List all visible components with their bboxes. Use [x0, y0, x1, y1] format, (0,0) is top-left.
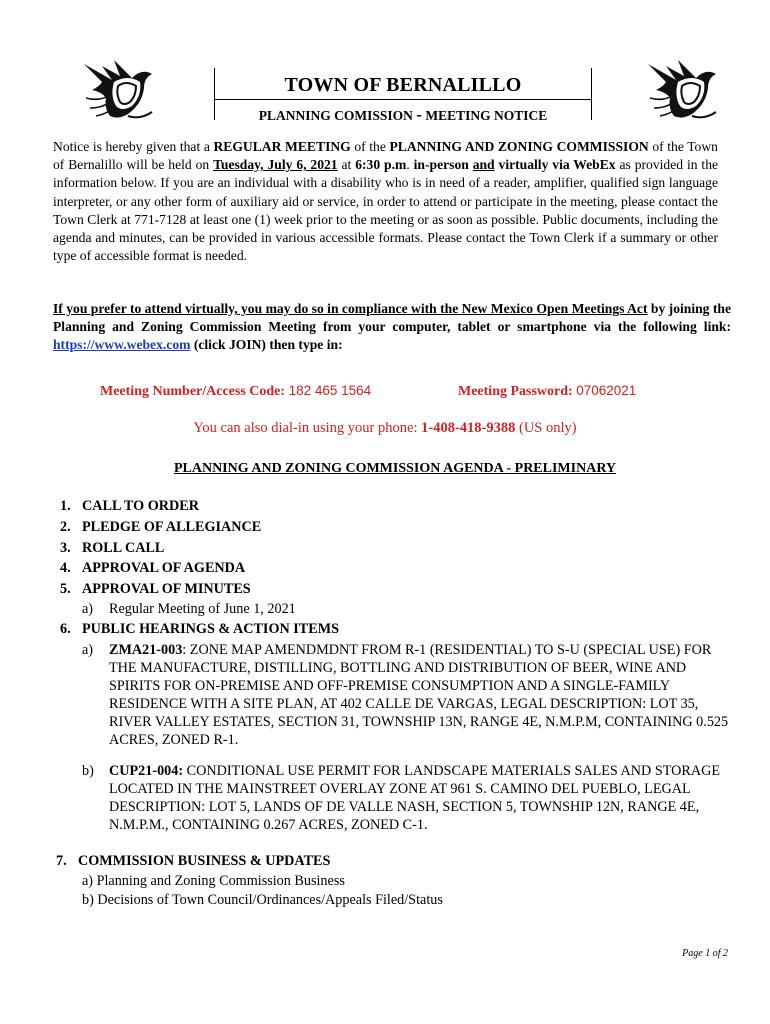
agenda-item-label: CALL TO ORDER [82, 498, 199, 514]
meeting-number-label: Meeting Number/Access Code: [100, 384, 286, 399]
agenda-item-label: APPROVAL OF MINUTES [82, 581, 251, 598]
town-seal-logo-right [646, 58, 720, 124]
agenda-item [60, 558, 740, 579]
virtual-underlined-text: If you prefer to attend virtually, you may do so in compliance with the New Mexico Open Meetings Act [53, 301, 648, 316]
intro-text-4: at [337, 157, 356, 173]
agenda-item-number: 1. [60, 498, 71, 514]
agenda-item-number: 4. [60, 560, 71, 577]
page-number: Page 1 of 2 [682, 948, 728, 959]
agenda-item-number: 6. [60, 620, 71, 637]
case-description: CONDITIONAL USE PERMIT FOR LANDSCAPE MATERIALS SALES AND STORAGE LOCATED IN THE MAINSTREET OVERLAY ZONE AT 961 S. CAMINO DEL PUEBLO, LEGAL DESCRIPTION: LOT 5, LANDS OF DE VALLE NASH, SECTION 5, TOWNSHIP 12N, RANGE 4E, N.M.P.M., CONTAINING 0.267 ACRES, ZONED C-1. [109, 762, 721, 833]
subitem-letter: a) [82, 641, 94, 658]
dial-in-suffix: (US only) [515, 420, 577, 436]
agenda-item [60, 517, 740, 538]
meeting-time: 6:30 p.m [355, 157, 407, 173]
agenda-item [60, 579, 740, 600]
intro-text-3: of the Town of Bernalillo will be held on [53, 139, 718, 173]
agenda-subitem [82, 762, 740, 834]
subitem-text: Regular Meeting of June 1, 2021 [109, 600, 296, 617]
intro-in-person: in-person [413, 157, 473, 173]
dial-in-line [0, 420, 770, 437]
subtitle-right: MEETING NOTICE [425, 108, 548, 123]
meeting-password-value: 07062021 [576, 383, 637, 398]
webex-link[interactable]: https://www.webex.com [53, 337, 191, 353]
intro-text-1: Notice is hereby given that a [53, 139, 214, 154]
meeting-date: Tuesday, July 6, 2021 [213, 157, 338, 173]
dial-in-text: You can also dial-in using your phone: [193, 420, 422, 436]
meeting-number-value: 182 465 1564 [288, 383, 372, 398]
intro-text-5: . [406, 157, 414, 173]
agenda-item-label: APPROVAL OF AGENDA [82, 560, 246, 577]
intro-commission: PLANNING AND ZONING COMMISSION [389, 139, 649, 154]
case-code: ZMA21-003 [109, 641, 183, 658]
meeting-number-row [100, 383, 371, 400]
meeting-password-row [458, 383, 636, 400]
agenda-item-number: 3. [60, 539, 71, 556]
agenda-title: PLANNING AND ZONING COMMISSION AGENDA - PRELIMINARY [173, 461, 617, 476]
case-code: CUP21-004: [109, 762, 184, 779]
intro-text-6: as provided in the information below [53, 157, 719, 191]
case-description: : ZONE MAP AMENDMDNT FROM R-1 (RESIDENTIAL) TO S-U (SPECIAL USE) FOR THE MANUFACTURE, DISTILLING, BOTTLING AND DISTRIBUTION OF BEER, WINE AND SPIRITS FOR ON-PREMISE AND OFF-PREMISE CONSUMPTION AND A SINGLE-FAMILY RESIDENCE WITH A SITE PLAN, AT 402 CALLE DE VARGAS, LEGAL DESCRIPTION: LOT 35, RIVER VALLEY ESTATES, SECTION 31, TOWNSHIP 13N, RANGE 4E, N.M.P.M, CONTAINING 0.525 ACRES, ZONED R-1. [109, 641, 729, 748]
agenda-item-number: 5. [60, 581, 71, 598]
agenda-item [60, 619, 740, 640]
agenda-item-label: ROLL CALL [82, 539, 165, 556]
subtitle-dash: - [416, 105, 422, 124]
virtual-after-link: (click JOIN) then type in: [190, 337, 343, 353]
title-divider [214, 99, 592, 100]
meeting-password-label: Meeting Password: [458, 384, 573, 399]
subtitle-left: PLANNING COMISSION [258, 108, 413, 123]
intro-virtually: virtually via WebEx [494, 157, 616, 173]
subitem-letter: a) [82, 600, 94, 617]
agenda-item-label: PUBLIC HEARINGS & ACTION ITEMS [82, 620, 339, 637]
intro-paragraph [53, 138, 718, 265]
agenda-item [56, 851, 740, 872]
intro-regular-meeting: REGULAR MEETING [213, 139, 351, 154]
virtual-text: by joining the Planning and Zoning Commission Meeting from your computer, tablet or smartphone via the following link: [53, 301, 732, 335]
intro-text-7: . If you are an individual with a disability who is in need of a reader, amplifier, qualified sign language interpreter, or any other form of auxiliary aid or service, in order to attend or participate in the meeting, please contact the Town Clerk at 771-7128 at least one (1) week prior to the meeting or as soon as possible. Public documents, including the agenda and minutes, can be provided in various accessible formats. Please contact the Town Clerk if a summary or other type of accessible format is needed. [53, 175, 719, 264]
agenda-item [60, 496, 740, 517]
notice-subtitle [214, 105, 592, 125]
agenda-subitem: b) Decisions of Town Council/Ordinances/Appeals Filed/Status [82, 891, 443, 908]
town-seal-logo-left [82, 58, 156, 124]
agenda-item-label: PLEDGE OF ALLEGIANCE [82, 518, 262, 535]
agenda-item-number: 7. [56, 852, 67, 869]
dial-in-number: 1-408-418-9388 [421, 420, 516, 436]
agenda-list [56, 496, 740, 910]
agenda-item-number: 2. [60, 518, 71, 535]
subitem-letter: b) [82, 762, 94, 779]
virtual-attendance-paragraph [53, 300, 731, 355]
agenda-item [60, 538, 740, 559]
agenda-item-label: COMMISSION BUSINESS & UPDATES [78, 852, 331, 869]
town-title: TOWN OF BERNALILLO [284, 74, 522, 96]
agenda-subitem [82, 641, 740, 749]
intro-text-2: of the [350, 139, 390, 154]
intro-and: and [472, 157, 495, 173]
agenda-subitem: a) Planning and Zoning Commission Business [82, 872, 345, 889]
agenda-subitem [82, 600, 740, 619]
